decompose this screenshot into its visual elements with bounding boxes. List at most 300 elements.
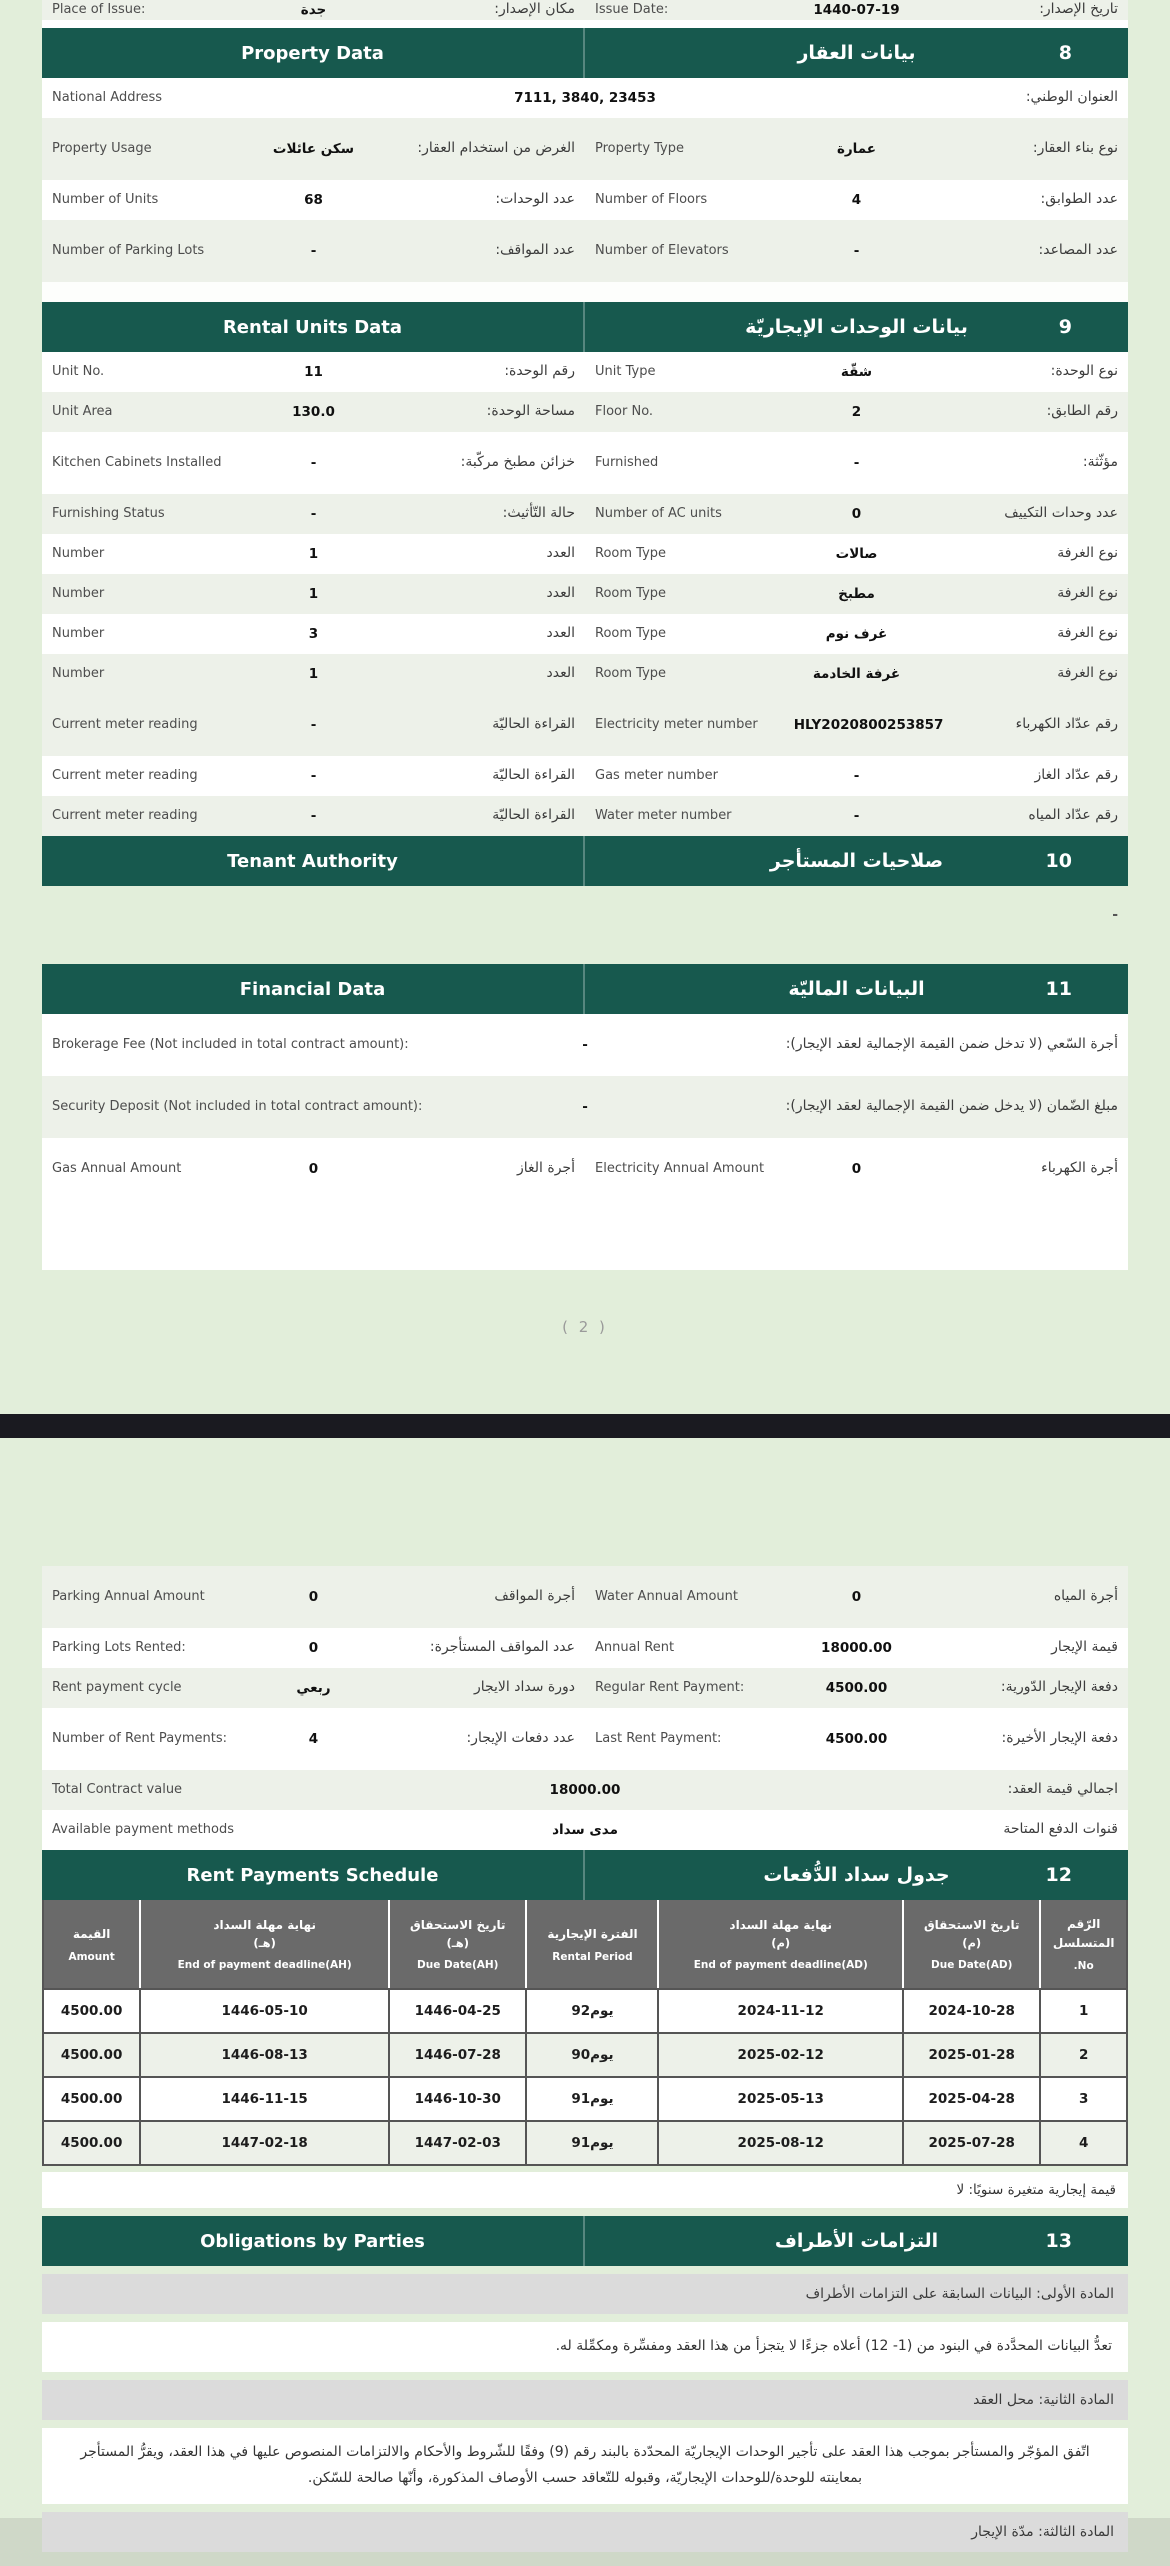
field-label-ar: عدد المواقف المستأجرة: — [429, 1639, 575, 1656]
field-value: غرف نوم — [825, 626, 888, 642]
field-label-ar: عدد الوحدات: — [495, 191, 575, 208]
field-value: 1 — [308, 546, 319, 562]
field-total-contract-value — [42, 1770, 1128, 1810]
payment-row — [44, 2076, 1126, 2120]
payment-cell: 1446-11-15 — [139, 2078, 388, 2120]
financial-continued-table — [42, 1566, 1128, 1770]
field-value: 1440-07-19 — [813, 2, 900, 18]
field-label-en: Unit No. — [52, 363, 105, 379]
field-value: 1 — [308, 666, 319, 682]
field-label-ar: حالة التّأثيث: — [502, 505, 575, 522]
field-label-ar: نوع الغرفة — [1057, 545, 1118, 562]
section-title-ar-wrap — [585, 964, 1128, 1014]
field-value: - — [310, 455, 317, 471]
page-number: ( 2 ) — [562, 1318, 608, 1336]
field-label-en: Total Contract value — [52, 1781, 183, 1797]
table-row — [42, 574, 1128, 614]
payment-cell: 1446-08-13 — [139, 2034, 388, 2076]
column-label-en: End of payment deadline(AD) — [693, 1959, 868, 1972]
field-value: 4 — [308, 1731, 319, 1747]
field-label-en: Number of Floors — [595, 191, 708, 207]
field-label-en: Annual Rent — [595, 1639, 675, 1655]
section-number: 13 — [1045, 2230, 1072, 2252]
obligation-article-text: اتّفق المؤجّر والمستأجر بموجب هذا العقد على تأجير الوحدات الإيجاريّة المحدّدة بالبند رقم (9) وفقًا للشّروط والأحكام والالتزامات المنصوص عليها في هذا العقد، ويقرُّ المستأجر بمعاينته للوحدة/للوحدات الإيجاريّة، وقبوله للتّعاقد حسب الأوصاف المذكورة، وأنّها صالحة للسّكن. — [42, 2428, 1128, 2504]
section-title-ar-wrap — [585, 302, 1128, 352]
column-label-calendar: (هـ) — [253, 1936, 276, 1951]
field-label-en: Room Type — [595, 545, 667, 561]
field-value: 1 — [308, 586, 319, 602]
field-label-en: Current meter reading — [52, 767, 198, 783]
field-label-ar: أجرة المواقف — [494, 1588, 575, 1605]
payment-cell: 2024-10-28 — [902, 1990, 1039, 2032]
payment-cell: 91يوم — [525, 2078, 657, 2120]
field-label-ar: العدد — [546, 625, 575, 642]
field-value: جدة — [300, 2, 327, 18]
obligation-article-heading: المادة الثالثة: مدّة الإيجار — [42, 2512, 1128, 2552]
field-label-en: National Address — [52, 89, 163, 105]
field-label-en: Electricity Annual Amount — [595, 1160, 765, 1176]
field-value: ربعي — [296, 1680, 331, 1696]
field-label-ar: نوع بناء العقار: — [1032, 140, 1118, 157]
table-row — [42, 352, 1128, 392]
payment-cell: 4500.00 — [60, 2047, 123, 2063]
payments-column-header — [388, 1900, 525, 1988]
payments-column-header — [1039, 1900, 1126, 1988]
field-label-en: Electricity meter number — [595, 716, 758, 732]
payment-cell: 91يوم — [525, 2122, 657, 2164]
table-row — [42, 118, 1128, 180]
section-header-tenant-authority — [42, 836, 1128, 886]
field — [585, 574, 1128, 614]
section-title-ar: بيانات الوحدات الإيجاريّة — [745, 316, 968, 338]
payment-row — [44, 2032, 1126, 2076]
field — [42, 494, 585, 534]
field-label-ar: نوع الوحدة: — [1050, 363, 1118, 380]
section-title-ar-wrap — [585, 28, 1128, 78]
field-label-en: Last Rent Payment: — [595, 1730, 722, 1746]
field-national-address — [42, 78, 1128, 118]
payment-cell: 2025-07-28 — [902, 2122, 1039, 2164]
variable-rent-note: قيمة إيجارية متغيرة سنويًا: لا — [42, 2172, 1128, 2208]
section-title-en: Rent Payments Schedule — [186, 1864, 439, 1886]
column-label-en: .No — [1073, 1960, 1094, 1973]
payments-column-header — [139, 1900, 388, 1988]
field — [42, 796, 585, 836]
field-value: 7111, 3840, 23453 — [514, 90, 656, 106]
payments-column-header — [657, 1900, 902, 1988]
field-value: - — [582, 1099, 588, 1115]
field — [585, 392, 1128, 432]
section-title-en-wrap — [42, 302, 585, 352]
field-value: - — [310, 243, 317, 259]
field-property-type — [585, 118, 1128, 180]
field-value: 11 — [304, 364, 323, 380]
field-value: - — [853, 455, 860, 471]
field-label-ar: عدد وحدات التكييف — [1004, 505, 1118, 522]
field-value: 4500.00 — [825, 1731, 888, 1747]
section-title-ar: البيانات الماليّة — [788, 978, 925, 1000]
section-title-ar: صلاحيات المستأجر — [769, 850, 944, 872]
column-label-en: Due Date(AH) — [417, 1959, 499, 1972]
field-value: 68 — [304, 192, 323, 208]
payment-cell: 4500.00 — [60, 2091, 123, 2107]
field-label-en: Current meter reading — [52, 807, 198, 823]
field-label-ar: مبلغ الضّمان (لا يدخل ضمن القيمة الإجمالية لعقد الإيجار): — [785, 1098, 1118, 1115]
field-label-en: Issue Date: — [595, 1, 669, 17]
field-number-of-floors — [585, 180, 1128, 220]
field-value: 0 — [851, 1589, 862, 1605]
field-label-en: Security Deposit (Not included in total contract amount): — [52, 1098, 423, 1114]
field-value: 0 — [308, 1640, 319, 1656]
section-title-en: Property Data — [241, 42, 384, 64]
section-title-en-wrap — [42, 836, 585, 886]
field-label-en: Floor No. — [595, 403, 654, 419]
payment-cell: 2025-05-13 — [657, 2078, 902, 2120]
field-label-ar: نوع الغرفة — [1057, 665, 1118, 682]
obligation-article-heading: المادة الأولى: البيانات السابقة على التزامات الأطراف — [42, 2274, 1128, 2314]
section-header-property-data — [42, 28, 1128, 78]
section-title-ar-wrap — [585, 1850, 1128, 1900]
field — [585, 534, 1128, 574]
field-label-ar: القراءة الحاليّة — [492, 767, 575, 784]
field-label-ar: القراءة الحاليّة — [492, 716, 575, 733]
field-value: HLY2020800253857 — [793, 717, 944, 733]
field-label-ar: نوع الغرفة — [1057, 625, 1118, 642]
field-label-ar: عدد دفعات الإيجار: — [466, 1730, 575, 1747]
field-label-ar: أجرة السّعي (لا تدخل ضمن القيمة الإجمالية لعقد الإيجار): — [785, 1036, 1118, 1053]
field-label-ar: مكان الإصدار: — [494, 1, 575, 18]
field — [42, 1668, 585, 1708]
payment-cell: 2025-08-12 — [657, 2122, 902, 2164]
field-electricity-annual-amount — [585, 1138, 1128, 1200]
field — [585, 796, 1128, 836]
field-label-en: Room Type — [595, 625, 667, 641]
obligation-article-text: تعدُّ البيانات المحدَّدة في البنود من (1- 12) أعلاه جزءًا لا يتجزأ من هذا العقد ومفسِّرة ومكمِّلة له. — [42, 2322, 1128, 2372]
section-title-en-wrap — [42, 28, 585, 78]
field-value: 4500.00 — [825, 1680, 888, 1696]
field-label-ar: نوع الغرفة — [1057, 585, 1118, 602]
payment-cell: 3 — [1039, 2078, 1126, 2120]
field-label-ar: العدد — [546, 545, 575, 562]
column-label-ar: نهاية مهلة السداد — [213, 1917, 316, 1932]
section-title-ar: بيانات العقار — [797, 42, 916, 64]
field — [585, 1628, 1128, 1668]
field-label-en: Furnishing Status — [52, 505, 165, 521]
section-number: 10 — [1045, 850, 1072, 872]
field-label-en: Number of Elevators — [595, 242, 729, 258]
field — [42, 1708, 585, 1770]
column-label-en: Rental Period — [552, 1950, 633, 1963]
field-label-ar: العدد — [546, 665, 575, 682]
field — [42, 432, 585, 494]
section-gap — [42, 282, 1128, 302]
field-label-en: Number of AC units — [595, 505, 722, 521]
field-number-of-elevators — [585, 220, 1128, 282]
field — [585, 494, 1128, 534]
payment-cell: 1446-10-30 — [388, 2078, 525, 2120]
field — [585, 756, 1128, 796]
table-row — [42, 1566, 1128, 1628]
field-security-deposit — [42, 1076, 1128, 1138]
field-label-en: Rent payment cycle — [52, 1679, 182, 1695]
field-value: سكن عائلات — [272, 141, 355, 157]
field — [585, 432, 1128, 494]
field-value: مطبخ — [838, 586, 875, 602]
payment-cell: 2025-04-28 — [902, 2078, 1039, 2120]
field — [42, 654, 585, 694]
field-value: 4 — [851, 192, 862, 208]
payment-cell: 2025-01-28 — [902, 2034, 1039, 2076]
field — [42, 756, 585, 796]
section-title-en-wrap — [42, 1850, 585, 1900]
payment-cell: 92يوم — [525, 1990, 657, 2032]
rental-units-table — [42, 352, 1128, 836]
field-number-of-parking-lots — [42, 220, 585, 282]
payment-cell: 2024-11-12 — [657, 1990, 902, 2032]
field — [42, 352, 585, 392]
column-label-ar: القيمة — [72, 1926, 111, 1941]
column-label-ar: نهاية مهلة السداد — [729, 1917, 833, 1932]
section-number: 12 — [1045, 1864, 1072, 1886]
column-label-calendar: (م) — [962, 1936, 982, 1951]
field-label-ar: عدد الطوابق: — [1040, 191, 1118, 208]
field-label-en: Unit Type — [595, 363, 656, 379]
field-label-ar: اجمالي قيمة العقد: — [1007, 1781, 1118, 1798]
field-label-ar: رقم عدّاد الغاز — [1034, 767, 1118, 784]
field-label-en: Furnished — [595, 454, 659, 470]
payments-column-header — [44, 1900, 139, 1988]
table-row — [42, 1708, 1128, 1770]
field — [585, 614, 1128, 654]
payment-cell: 2025-02-12 — [657, 2034, 902, 2076]
column-label-en: Due Date(AD) — [931, 1959, 1013, 1972]
field-label-ar: أجرة الغاز — [516, 1160, 575, 1177]
field-value: 18000.00 — [821, 1640, 892, 1656]
field-value: 18000.00 — [549, 1782, 621, 1798]
field — [42, 1566, 585, 1628]
field-number-of-units — [42, 180, 585, 220]
tenant-authority-value: - — [1112, 907, 1118, 923]
field-value: - — [853, 808, 860, 824]
field — [42, 614, 585, 654]
table-bottom-padding — [42, 1200, 1128, 1270]
section-number: 11 — [1045, 978, 1072, 1000]
field-label-en: Number of Parking Lots — [52, 242, 205, 258]
section-number: 9 — [1058, 316, 1072, 338]
field-value: - — [582, 1037, 588, 1053]
section-title-en-wrap — [42, 2216, 585, 2266]
payment-cell: 4500.00 — [60, 2135, 123, 2151]
field-label-en: Number — [52, 585, 105, 601]
field-label-ar: عدد المصاعد: — [1038, 242, 1118, 259]
field-label-en: Gas Annual Amount — [52, 1160, 182, 1176]
field-available-payment-methods — [42, 1810, 1128, 1850]
field-label-ar: مؤثّثة: — [1082, 454, 1118, 471]
field-label-en: Regular Rent Payment: — [595, 1679, 745, 1695]
field-value: - — [310, 768, 317, 784]
table-row — [42, 494, 1128, 534]
table-row — [42, 756, 1128, 796]
section-header-rent-payments-schedule — [42, 1850, 1128, 1900]
field — [585, 654, 1128, 694]
page-2-content — [42, 0, 1128, 1336]
table-row — [42, 432, 1128, 494]
field-value: شقّة — [840, 364, 873, 380]
field-label-en: Number of Rent Payments: — [52, 1730, 227, 1746]
section-title-en-wrap — [42, 964, 585, 1014]
field-value: مدى سداد — [552, 1822, 618, 1838]
field-label-ar: رقم عدّاد المياه — [1028, 807, 1118, 824]
section-title-ar: جدول سداد الدُّفعات — [763, 1864, 950, 1886]
field-value: 0 — [851, 506, 862, 522]
field — [585, 694, 1128, 756]
tenant-authority-value-row — [42, 886, 1128, 936]
field-label-ar: رقم عدّاد الكهرباء — [1015, 716, 1118, 733]
payment-cell: 1446-04-25 — [388, 1990, 525, 2032]
table-row — [42, 654, 1128, 694]
field-label-ar: رقم الطابق: — [1046, 403, 1118, 420]
field-value: 2 — [851, 404, 862, 420]
section-title-en: Obligations by Parties — [200, 2230, 425, 2252]
field — [42, 1628, 585, 1668]
payment-cell: 2 — [1039, 2034, 1126, 2076]
field-label-en: Number — [52, 665, 105, 681]
field-label-ar: الغرض من استخدام العقار: — [417, 140, 575, 157]
column-label-calendar: (م) — [771, 1936, 791, 1951]
column-label-ar: الفترة الإيجارية — [547, 1926, 638, 1941]
column-label-ar: الرّقم المتسلسل — [1052, 1916, 1115, 1951]
field-label-ar: خزائن مطبخ مركّبة: — [460, 454, 575, 471]
field-label-en: Brokerage Fee (Not included in total contract amount): — [52, 1036, 409, 1052]
field-label-ar: دفعة الإيجار الدّورية: — [1000, 1679, 1118, 1696]
field-value: 3 — [308, 626, 319, 642]
field — [585, 1708, 1128, 1770]
field-label-en: Number — [52, 545, 105, 561]
field-label-en: Parking Annual Amount — [52, 1588, 205, 1604]
table-row — [42, 1138, 1128, 1200]
field-label-ar: أجرة الكهرباء — [1041, 1160, 1118, 1177]
section-header-financial-data — [42, 964, 1128, 1014]
field-label-en: Available payment methods — [52, 1821, 234, 1837]
column-label-en: End of payment deadline(AH) — [177, 1959, 352, 1972]
section-title-en: Financial Data — [239, 978, 386, 1000]
field-label-en: Number of Units — [52, 191, 159, 207]
field-value: غرفة الخادمة — [812, 666, 901, 682]
field-label-ar: تاريخ الإصدار: — [1039, 1, 1118, 18]
payments-column-header — [525, 1900, 657, 1988]
field — [42, 392, 585, 432]
column-label-calendar: (هـ) — [446, 1936, 469, 1951]
field-label-en: Place of Issue: — [52, 1, 146, 17]
table-row — [42, 614, 1128, 654]
table-row — [42, 392, 1128, 432]
field-label-ar: قيمة الإيجار — [1051, 1639, 1118, 1656]
field-label-ar: العدد — [546, 585, 575, 602]
field-label-en: Gas meter number — [595, 767, 718, 783]
obligation-article-heading: المادة الثانية: محل العقد — [42, 2380, 1128, 2420]
page-3-content — [42, 1566, 1128, 2552]
field-label-ar: العنوان الوطني: — [1025, 89, 1118, 106]
field-value: 0 — [308, 1589, 319, 1605]
table-row — [42, 1668, 1128, 1708]
payments-schedule-table — [42, 1900, 1128, 2166]
table-row — [42, 220, 1128, 282]
table-row — [42, 180, 1128, 220]
field-label-en: Number — [52, 625, 105, 641]
table-row — [42, 534, 1128, 574]
field-property-usage — [42, 118, 585, 180]
payment-cell: 1447-02-18 — [139, 2122, 388, 2164]
column-label-ar: تاريخ الاستحقاق — [923, 1917, 1020, 1932]
payment-cell: 4500.00 — [60, 2003, 123, 2019]
field-label-en: Property Usage — [52, 140, 152, 156]
section-header-obligations-by-parties — [42, 2216, 1128, 2266]
payment-row — [44, 1988, 1126, 2032]
field — [42, 694, 585, 756]
issue-info-row-cut — [42, 0, 1128, 20]
field-label-en: Room Type — [595, 585, 667, 601]
field-label-ar: دفعة الإيجار الأخيرة: — [1001, 1730, 1118, 1747]
payment-cell: 1 — [1039, 1990, 1126, 2032]
field-label-ar: رقم الوحدة: — [504, 363, 575, 380]
field-value: - — [310, 717, 317, 733]
field-value: 0 — [308, 1161, 319, 1177]
field-brokerage-fee — [42, 1014, 1128, 1076]
column-label-ar: تاريخ الاستحقاق — [410, 1917, 506, 1932]
payment-cell: 1447-02-03 — [388, 2122, 525, 2164]
table-row — [42, 1628, 1128, 1668]
payment-cell: 90يوم — [525, 2034, 657, 2076]
field-label-ar: أجرة المياه — [1053, 1588, 1118, 1605]
payments-table-body — [44, 1988, 1126, 2164]
section-title-ar-wrap — [585, 836, 1128, 886]
field-label-en: Room Type — [595, 665, 667, 681]
field-value: - — [310, 506, 317, 522]
field-value: - — [310, 808, 317, 824]
field-value: 0 — [851, 1161, 862, 1177]
section-title-en: Tenant Authority — [227, 850, 398, 872]
field-value: - — [853, 768, 860, 784]
field-value: عمارة — [836, 141, 877, 157]
field-label-en: Property Type — [595, 140, 685, 156]
section-number: 8 — [1058, 42, 1072, 64]
section-header-rental-units-data — [42, 302, 1128, 352]
section-title-en: Rental Units Data — [222, 316, 403, 338]
field-value: 130.0 — [292, 404, 335, 420]
field-label-ar: مساحة الوحدة: — [486, 403, 575, 420]
table-row — [42, 796, 1128, 836]
field-label-en: Water Annual Amount — [595, 1588, 738, 1604]
section-title-ar: التزامات الأطراف — [774, 2230, 939, 2252]
field-label-en: Current meter reading — [52, 716, 198, 732]
field-label-ar: دورة سداد الايجار — [473, 1679, 575, 1696]
page-break-bar — [0, 1414, 1170, 1438]
payment-cell: 4 — [1039, 2122, 1126, 2164]
payments-column-header — [902, 1900, 1039, 1988]
field — [42, 534, 585, 574]
field-label-ar: القراءة الحاليّة — [492, 807, 575, 824]
payments-table-header — [44, 1900, 1126, 1988]
column-label-en: Amount — [68, 1950, 115, 1963]
field-label-ar: عدد المواقف: — [495, 242, 575, 259]
field — [42, 574, 585, 614]
field — [585, 1668, 1128, 1708]
table-row — [42, 694, 1128, 756]
payment-row — [44, 2120, 1126, 2164]
field-label-ar: قنوات الدفع المتاحة — [1003, 1821, 1118, 1838]
field-label-en: Water meter number — [595, 807, 732, 823]
section-title-ar-wrap — [585, 2216, 1128, 2266]
